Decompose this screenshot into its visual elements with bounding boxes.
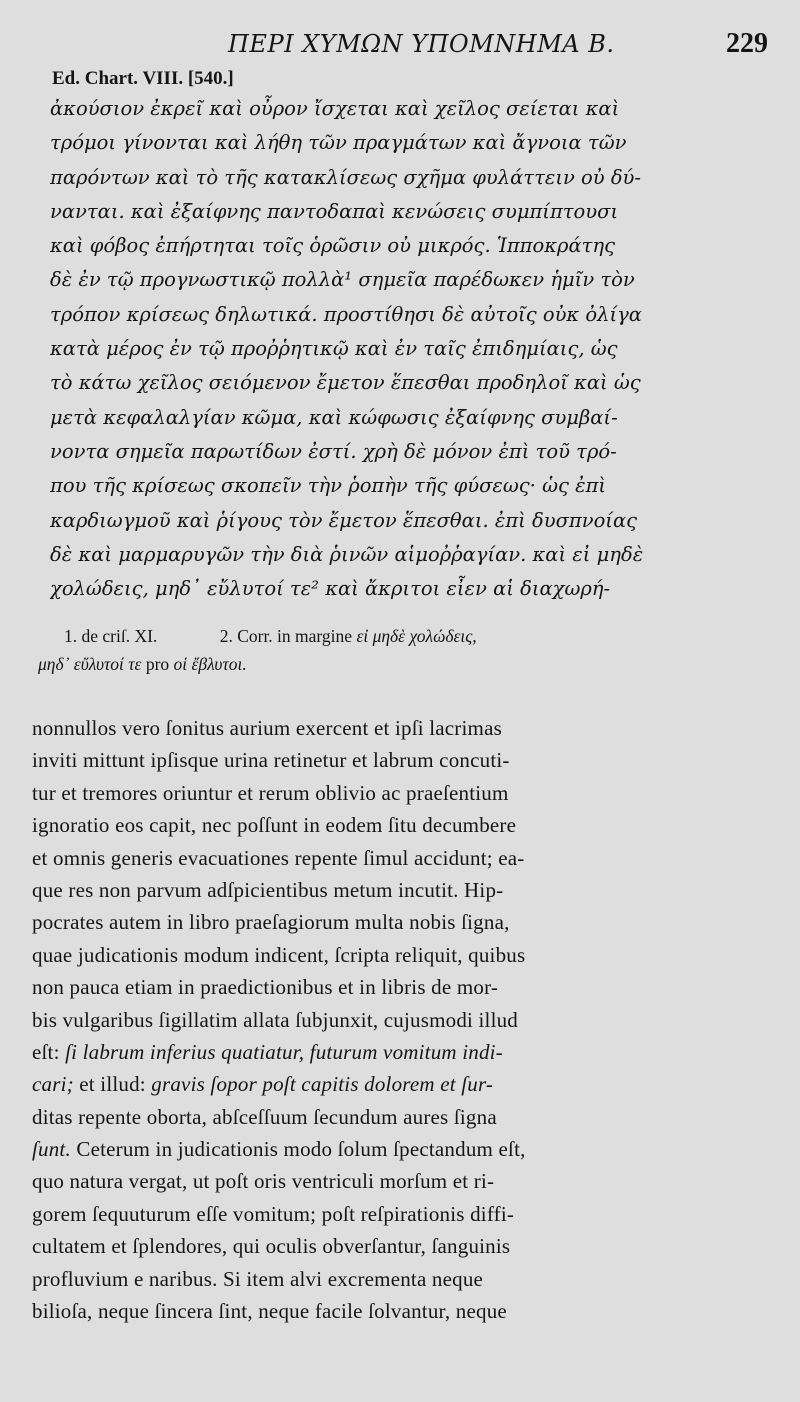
- footnote-line: [38, 622, 778, 650]
- running-title: ΠΕΡΙ ΧΥΜΩΝ ΥΠΟΜΝΗΜΑ Β.: [228, 30, 615, 58]
- greek-line: καρδιωγμοῦ καὶ ῥίγους τὸν ἔμετον ἕπεσθαι. ἐπὶ δυσπνοίας: [50, 508, 638, 532]
- latin-line: et omnis generis evacuationes repente ſimul accidunt; ea-: [32, 845, 525, 870]
- running-head: [0, 28, 800, 64]
- latin-line: ignoratio eos capit, nec poſſunt in eodem ſitu decumbere: [32, 813, 517, 838]
- latin-line: non pauca etiam in praedictionibus et in libris de mor-: [32, 975, 499, 1000]
- greek-text-block: [50, 92, 772, 606]
- footnote-2-pro: pro: [145, 654, 170, 674]
- footnotes: [38, 622, 778, 678]
- latin-line: que res non parvum adſpicientibus metum incutit. Hip-: [32, 877, 504, 902]
- latin-line: [32, 1133, 774, 1165]
- latin-line: bis vulgaribus ſigillatim allata ſubjunxit, cujusmodi illud: [32, 1007, 519, 1032]
- latin-line: nonnullos vero ſonitus aurium exercent et ipſi lacrimas: [32, 716, 502, 740]
- greek-line: που τῆς κρίσεως σκοπεῖν τὴν ῥοπὴν τῆς φύσεως· ὡς ἐπὶ: [50, 474, 607, 498]
- latin-line: gorem ſequuturum eſſe vomitum; poſt reſpirationis diffi-: [32, 1201, 515, 1226]
- latin-line: pocrates autem in libro praeſagiorum multa nobis ſigna,: [32, 910, 510, 935]
- latin-text-block: [32, 712, 774, 1327]
- latin-line: profluvium e naribus. Si item alvi excrementa neque: [32, 1266, 484, 1291]
- footnote-1: 1. de criſ. XI.: [64, 626, 158, 646]
- footnote-2-greek-end: οἱ ἔβλυτοι.: [173, 654, 247, 674]
- latin-line: [32, 1068, 774, 1100]
- greek-line: δὲ καὶ μαρμαρυγῶν τὴν διὰ ῥινῶν αἱμοῤῥαγίαν. καὶ εἰ μηδὲ: [50, 542, 644, 566]
- latin-line: quo natura vergat, ut poſt oris ventriculi morſum et ri-: [32, 1169, 495, 1194]
- latin-line: quae judicationis modum indicent, ſcripta reliquit, quibus: [32, 942, 526, 967]
- greek-line: κατὰ μέρος ἐν τῷ προῤῥητικῷ καὶ ἐν ταῖς ἐπιδημίαις, ὡς: [50, 337, 618, 361]
- latin-segment: eſt:: [32, 1039, 60, 1064]
- greek-line: τρόπον κρίσεως δηλωτικά. προστίθησι δὲ αὐτοῖς οὐκ ὀλίγα: [50, 302, 642, 326]
- greek-line: νοντα σημεῖα παρωτίδων ἐστί. χρὴ δὲ μόνον ἐπὶ τοῦ τρό-: [50, 439, 617, 463]
- edition-reference: Ed. Chart. VIII. [540.]: [52, 68, 234, 89]
- latin-quote: gravis ſopor poſt capitis dolorem et ſur-: [151, 1072, 494, 1097]
- greek-line: τὸ κάτω χεῖλος σειόμενον ἔμετον ἕπεσθαι προδηλοῖ καὶ ὡς: [50, 371, 641, 395]
- latin-line: cultatem et ſplendores, qui oculis obverſantur, ſanguinis: [32, 1234, 511, 1259]
- greek-line: τρόμοι γίνονται καὶ λήθη τῶν πραγμάτων καὶ ἄγνοια τῶν: [50, 131, 627, 155]
- latin-quote: ſunt.: [32, 1137, 71, 1162]
- footnote-2-greek-cont: μηδ᾽ εὔλυτοί τε: [38, 654, 142, 674]
- latin-segment: Ceterum in judicationis modo ſolum ſpectandum eſt,: [76, 1137, 526, 1162]
- greek-line: νανται. καὶ ἐξαίφνης παντοδαπαὶ κενώσεις συμπίπτουσι: [50, 199, 619, 223]
- footnote-line: [38, 650, 778, 678]
- latin-line: inviti mittunt ipſisque urina retinetur et labrum concuti-: [32, 748, 510, 773]
- latin-line: ditas repente oborta, abſceſſuum ſecundum aures ſigna: [32, 1104, 497, 1129]
- greek-line: μετὰ κεφαλαλγίαν κῶμα, καὶ κώφωσις ἐξαίφνης συμβαί-: [50, 405, 618, 429]
- greek-line: ἀκούσιον ἐκρεῖ καὶ οὖρον ἴσχεται καὶ χεῖλος σείεται καὶ: [50, 97, 620, 120]
- latin-line: bilioſa, neque ſincera ſint, neque facile ſolvantur, neque: [32, 1299, 507, 1324]
- greek-line: χολώδεις, μηδ᾽ εὔλυτοί τε² καὶ ἄκριτοι εἶεν αἱ διαχωρή-: [50, 577, 611, 601]
- greek-line: καὶ φόβος ἐπήρτηται τοῖς ὁρῶσιν οὐ μικρός. Ἱπποκράτης: [50, 234, 616, 258]
- greek-line: δὲ ἐν τῷ προγνωστικῷ πολλὰ¹ σημεῖα παρέδωκεν ἡμῖν τὸν: [50, 268, 635, 292]
- latin-line: [32, 1036, 774, 1068]
- page-number: 229: [726, 28, 768, 59]
- footnote-2-greek: εἰ μηδὲ χολώδεις,: [356, 626, 477, 646]
- latin-segment: et illud:: [79, 1072, 146, 1097]
- greek-line: παρόντων καὶ τὸ τῆς κατακλίσεως σχῆμα φυλάττειν οὐ δύ-: [50, 165, 641, 189]
- latin-quote: cari;: [32, 1072, 74, 1097]
- latin-quote: ſi labrum inferius quatiatur, futurum vomitum indi-: [65, 1039, 503, 1064]
- latin-line: tur et tremores oriuntur et rerum oblivio ac praeſentium: [32, 780, 509, 805]
- footnote-2: 2. Corr. in margine: [219, 626, 353, 646]
